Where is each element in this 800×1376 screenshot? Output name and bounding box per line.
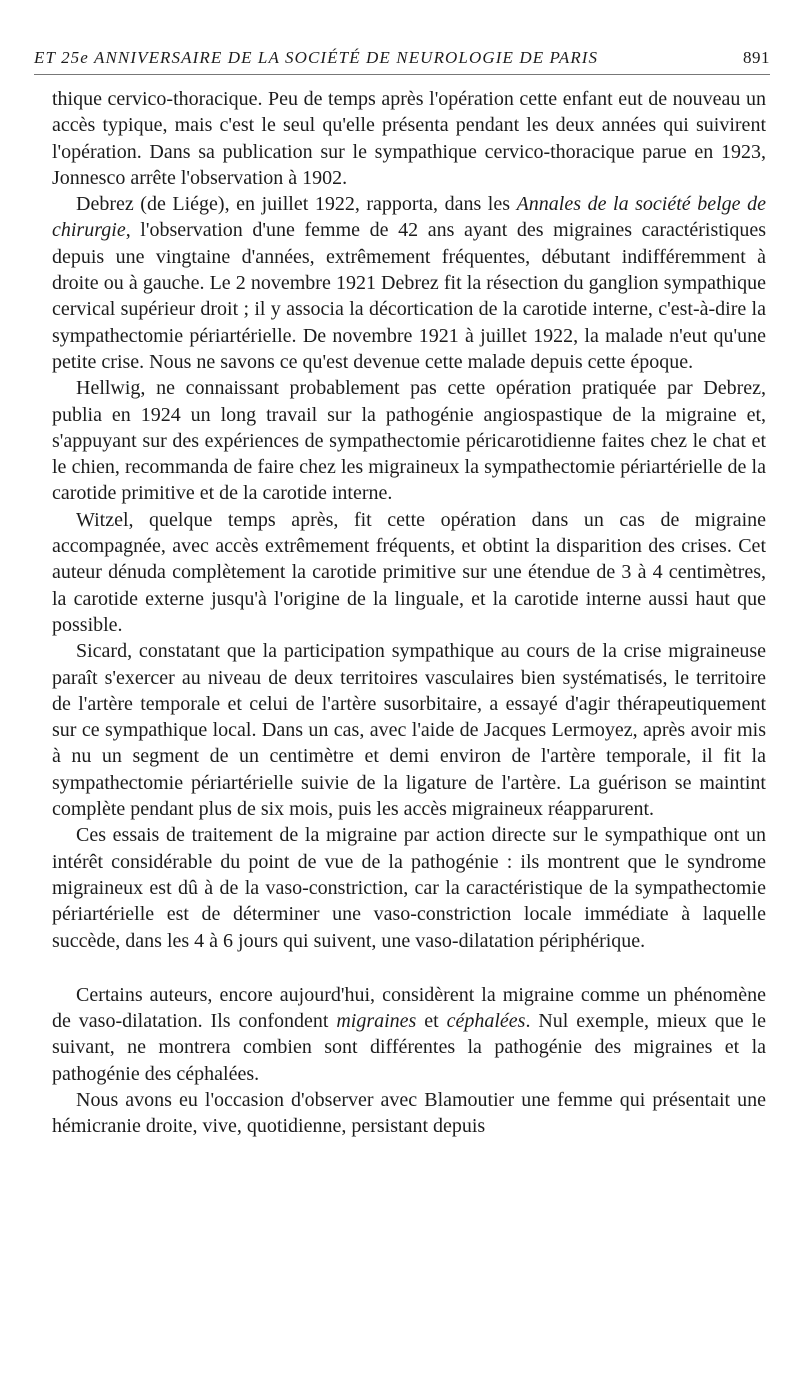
journal-title: Annales de la société belge de chirurgie (52, 193, 766, 242)
paragraph-7 (52, 982, 766, 1087)
paragraph-2 (52, 191, 766, 375)
running-header (34, 48, 770, 75)
paragraph-2-text-b: , l'observation d'une femme de 42 ans ayant des migraines caractéristiques depuis une vingtaine d'années, extrêmement fréquentes, débutant indifféremment à droite ou à gauche. Le 2 novembre 1921 Debrez fit la résection du ganglion sympathique cervical supérieur droit ; il y associa la décortication de la carotide interne, c'est-à-dire la sympathectomie périartérielle. De novembre 1921 à juillet 1922, la malade n'eut qu'une petite crise. Nous ne savons ce qu'est devenue cette malade depuis cette époque. (52, 219, 766, 373)
paragraph-2-text-a: Debrez (de Liége), en juillet 1922, rapporta, dans les (76, 193, 517, 216)
paragraph-4: Witzel, quelque temps après, fit cette opération dans un cas de migraine accompagnée, avec accès extrêmement fréquents, et obtint la disparition des crises. Cet auteur dénuda complètement la carotide primitive sur une étendue de 3 à 4 centimètres, la carotide externe jusqu'à l'origine de la linguale, et la carotide interne aussi haut que possible. (52, 508, 766, 636)
paragraph-8: Nous avons eu l'occasion d'observer avec Blamoutier une femme qui présentait une hémicranie droite, vive, quotidienne, persistant depuis (52, 1088, 766, 1138)
paragraph-5: Sicard, constatant que la participation sympathique au cours de la crise migraineuse paraît s'exercer au niveau de deux territoires vasculaires bien systématisés, le territoire de l'artère temporale et celui de l'artère susorbitaire, a essayé d'agir thérapeutiquement sur ce sympathique local. Dans un cas, avec l'aide de Jacques Lermoyez, après avoir mis à nu un segment de un centimètre et demi environ de l'artère temporale, il fit la sympathectomie périartérielle suivie de la ligature de l'artère. La guérison se maintint complète pendant plus de six mois, puis les accès migraineux réapparurent. (52, 640, 766, 821)
paragraph-1: thique cervico-thoracique. Peu de temps après l'opération cette enfant eut de nouveau un accès typique, mais c'est le seul qu'elle présenta pendant les deux années qui suivirent l'opération. Dans sa publication sur le sympathique cervico-thoracique parue en 1923, Jonnesco arrête l'observation à 1902. (52, 88, 766, 189)
running-title: ET 25e ANNIVERSAIRE DE LA SOCIÉTÉ DE NEUROLOGIE DE PARIS (34, 48, 599, 67)
paragraph-7-text-b: . Nul exemple, mieux que le suivant, ne montrera combien sont différentes la pathogénie des migraines et la pathogénie des céphalées. (52, 1010, 766, 1085)
paragraph-6: Ces essais de traitement de la migraine par action directe sur le sympathique ont un intérêt considérable du point de vue de la pathogénie : ils montrent que le syndrome migraineux est dû à de la vaso-constriction, car la caractéristique de la sympathectomie périartérielle est de déterminer une vaso-constriction locale immédiate à laquelle succède, dans les 4 à 6 jours qui suivent, une vaso-dilatation périphérique. (52, 824, 766, 952)
term-migraines: migraines (336, 1010, 417, 1033)
body-text (52, 86, 766, 1140)
paragraph-7-conjunction: et (416, 1010, 447, 1033)
paragraph-7-text-a: Certains auteurs, encore aujourd'hui, considèrent la migraine comme un phénomène de vaso-dilatation. Ils confondent (52, 983, 766, 1033)
page-number: 891 (743, 48, 770, 67)
paragraph-3: Hellwig, ne connaissant probablement pas cette opération pratiquée par Debrez, publia en 1924 un long travail sur la pathogénie angiospastique de la migraine et, s'appuyant sur des expériences de sympathectomie péricarotidienne faites chez le chat et le chien, recommanda de faire chez les migraineux la sympathectomie périartérielle de la carotide primitive et de la carotide interne. (52, 377, 766, 505)
term-cephalees: céphalées (446, 1010, 526, 1033)
